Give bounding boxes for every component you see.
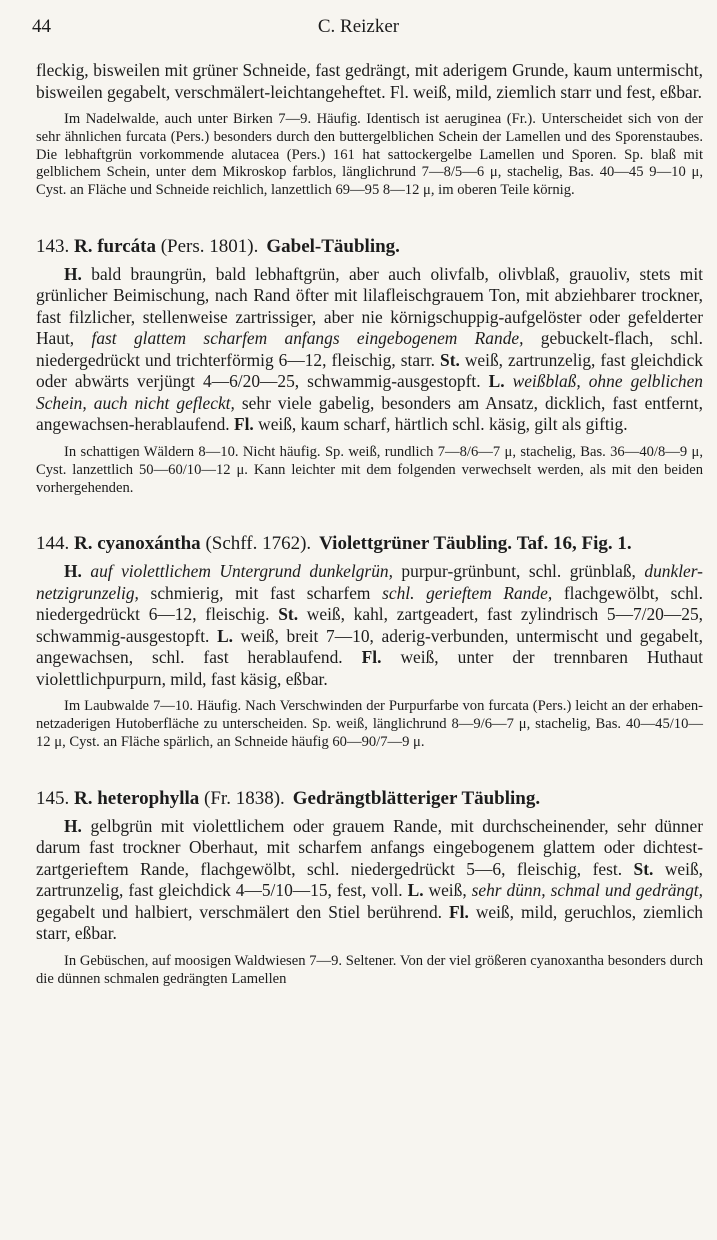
- intro-notes: Im Nadelwalde, auch unter Birken 7—9. Häufig. Identisch ist aeruginea (Fr.). Unterscheidet sich von der sehr ähnlichen furcata (Pers.) besonders durch den buttergelblichen Schein der Lamellen und des Sporenstaubes. Die lebhaftgrün vorkommende alutacea (Pers.) 161 hat sattockergelbe Lamellen und Sporen. Sp. blaß mit gelblichem Schein, unter dem Mikroskop farblos, länglichrund 7—8/5—6 μ, stachelig, Bas. 40—45 9—10 μ, Cyst. an Fläche und Schneide reichlich, lanzettlich 69—95 8—12 μ, im oberen Teile körnig.: [36, 111, 703, 199]
- description-text: weiß,: [423, 880, 472, 901]
- species-authority: (Fr. 1838).: [204, 787, 285, 809]
- page-number: 44: [32, 16, 51, 37]
- entry-number: 143.: [36, 235, 70, 257]
- species-authority: (Pers. 1801).: [160, 235, 259, 257]
- running-head: C. Reizker: [317, 16, 400, 37]
- species-entry: [36, 234, 703, 497]
- section-marker: St.: [440, 349, 460, 370]
- description-text: gelbgrün mit violettlichem oder grauem Rande, mit durchscheinender, sehr dünner darum fast trockner Oberhaut, mit scharfem anfangs eingebogenem glattem oder dichtest-zartgerieftem Rande, flachgewölbt, schl. niedergedrückt 5—6, fleischig, fest.: [36, 815, 703, 879]
- species-common-name: Violettgrüner Täubling.: [319, 533, 512, 555]
- emphasis-text: dunkler-netzigrunzelig,: [36, 561, 703, 603]
- description-text: purpur-grünbunt, schl. grünblaß,: [392, 561, 645, 582]
- description-text: weiß, breit 7—10, aderig-verbunden, untermischt und gegabelt, angewachsen, schl. fast herablaufend.: [36, 625, 703, 668]
- description-text: weiß, zartrunzelig, fast gleichdick 4—5/10—15, fest, voll.: [36, 858, 703, 901]
- section-marker: L.: [217, 625, 234, 646]
- section-marker: L.: [488, 371, 505, 392]
- species-notes: In schattigen Wäldern 8—10. Nicht häufig. Sp. weiß, rundlich 7—8/6—7 μ, stachelig, Bas. 36—40/8—9 μ, Cyst. lanzettlich 50—60/10—12 μ. Kann leichter mit dem folgenden verwechselt werden, als mit den beiden vorhergehenden.: [36, 443, 703, 496]
- species-description: [36, 561, 703, 690]
- species-entry: [36, 531, 703, 751]
- entry-heading: [36, 786, 703, 812]
- species-authority: (Schff. 1762).: [205, 533, 312, 555]
- description-text: weiß, zartrunzelig, fast gleichdick oder abwärts verjüngt 4—6/20—25, schwammig-ausgestopft.: [36, 349, 703, 392]
- description-text: bald braungrün, bald lebhaftgrün, aber auch olivfalb, olivblaß, grauoliv, stets mit grünlicher Beimischung, nach Rand öfter mit lilafleischgrauem Ton, mit abziehbarer trockner, fast filzlicher, stellenweise zartrissiger, aber nie körnigschuppig-aufgelöster oder gefelderter Haut,: [36, 263, 703, 349]
- description-text: weiß, unter der trennbaren Huthaut violettlichpurpurn, mild, fast käsig, eßbar.: [36, 647, 703, 689]
- page-content: [36, 60, 703, 988]
- entry-number: 145.: [36, 787, 70, 809]
- section-marker: St.: [633, 858, 654, 879]
- description-text: sehr viele gabelig, besonders am Ansatz, dicklich, fast entfernt, angewachsen-herablaufend.: [36, 392, 703, 435]
- description-text: schmierig, mit fast scharfem: [138, 582, 383, 603]
- section-marker: H.: [64, 263, 82, 284]
- emphasis-text: schl. gerieftem Rande,: [382, 582, 553, 603]
- entry-number: 144.: [36, 533, 70, 555]
- plate-reference: Taf. 16, Fig. 1.: [516, 533, 632, 555]
- intro-description: fleckig, bisweilen mit grüner Schneide, fast gedrängt, mit aderigem Grunde, kaum untermischt, bisweilen gegabelt, verschmälert-leichtangeheftet. Fl. weiß, mild, ziemlich starr und fest, eßbar.: [36, 60, 703, 102]
- species-latin-name: R. heterophylla: [74, 787, 200, 809]
- emphasis-text: sehr dünn, schmal und gedrängt,: [471, 880, 703, 901]
- section-marker: Fl.: [233, 414, 254, 435]
- species-latin-name: R. furcáta: [74, 235, 156, 257]
- section-marker: Fl.: [361, 647, 382, 668]
- section-marker: St.: [278, 604, 299, 625]
- species-entries: [36, 234, 703, 988]
- emphasis-text: weißblaß, ohne gelblichen Schein, auch nicht gefleckt,: [36, 371, 703, 413]
- species-common-name: Gedrängtblätteriger Täubling.: [292, 787, 541, 809]
- section-marker: L.: [407, 880, 424, 901]
- species-notes: Im Laubwalde 7—10. Häufig. Nach Verschwinden der Purpurfarbe von furcata (Pers.) leicht an der erhaben-netzaderigen Hutoberfläche zu unterscheiden. Sp. weiß, länglichrund 8—9/6—7 μ, stachelig, Bas. 40—45/10—12 μ, Cyst. an Fläche spärlich, an Schneide häufig 60—90/7—9 μ.: [36, 698, 703, 750]
- description-text: weiß, kaum scharf, härtlich schl. käsig, gilt als giftig.: [253, 414, 628, 435]
- section-marker: H.: [64, 815, 82, 836]
- description-text: [505, 371, 513, 391]
- species-description: [36, 264, 703, 436]
- entry-heading: [36, 531, 703, 557]
- species-notes: In Gebüschen, auf moosigen Waldwiesen 7—9. Seltener. Von der viel größeren cyanoxantha besonders durch die dünnen schmalen gedrängten Lamellen: [36, 952, 703, 987]
- emphasis-text: fast glattem scharfem anfangs eingebogenem Rande,: [91, 328, 524, 349]
- description-text: gegabelt und halbiert, verschmälert den Stiel berührend.: [36, 901, 450, 922]
- species-entry: [36, 786, 703, 989]
- section-marker: Fl.: [449, 901, 469, 922]
- page-header: [0, 16, 717, 40]
- section-marker: H.: [64, 561, 82, 582]
- species-latin-name: R. cyanoxántha: [74, 533, 201, 555]
- entry-heading: [36, 234, 703, 260]
- emphasis-text: auf violettlichem Untergrund dunkelgrün,: [90, 561, 393, 582]
- description-text: weiß, mild, geruchlos, ziemlich starr, eßbar.: [36, 901, 703, 944]
- description-text: gebuckelt-flach, schl. niedergedrückt und trichterförmig 6—12, fleischig, starr.: [36, 328, 703, 370]
- species-common-name: Gabel-Täubling.: [266, 235, 400, 257]
- species-description: [36, 816, 703, 945]
- description-text: flachgewölbt, schl. niedergedrückt 6—12, fleischig.: [36, 582, 703, 625]
- description-text: weiß, kahl, zartgeadert, fast zylindrisch 5—7/20—25, schwammig-ausgestopft.: [36, 604, 704, 646]
